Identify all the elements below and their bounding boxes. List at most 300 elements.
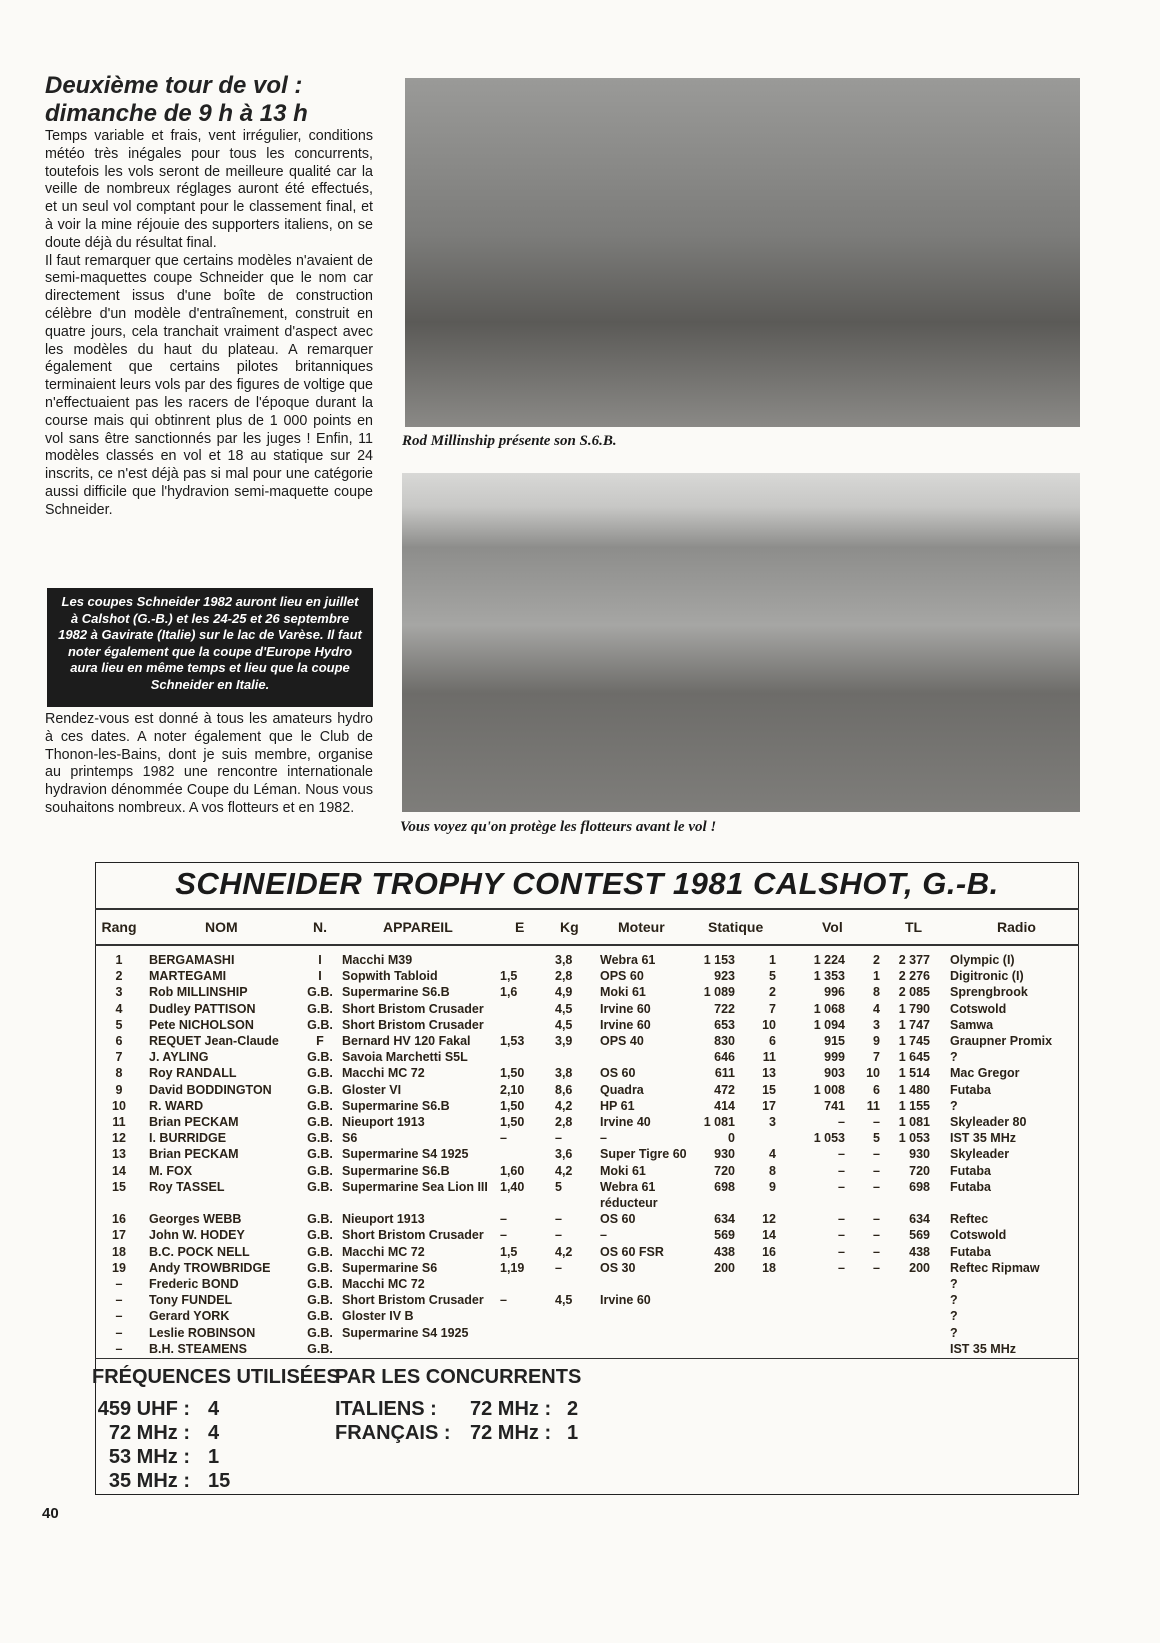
cell-n: G.B. [307,1341,333,1356]
freq-band: 459 UHF : [97,1398,190,1420]
cell-app: Nieuport 1913 [342,1115,425,1129]
cell-app: Savoia Marchetti S5L [342,1050,468,1065]
cell-mot: OPS 60 [600,969,644,984]
cell-app: Macchi MC 72 [342,1066,425,1081]
cell-tl: 438 [909,1244,930,1259]
headline-line-1: Deuxième tour de vol : [45,72,303,99]
cell-tl: 1 155 [898,1098,930,1113]
cell-nom: REQUET Jean-Claude [149,1034,279,1048]
cell-n: G.B. [307,1147,333,1162]
country-count: 1 [567,1422,579,1444]
cell-sr: 17 [762,1098,776,1113]
table-row [95,1098,1080,1114]
table-row [95,968,1080,984]
col-tl: TL [905,919,923,935]
cell-vr: 11 [866,1098,880,1113]
cell-nom: Frederic BOND [149,1277,239,1291]
divider [95,944,1079,946]
cell-app: Macchi MC 72 [342,1277,425,1291]
freq-band: 72 MHz : [108,1422,190,1444]
cell-n: G.B. [307,1179,333,1194]
cell-tl: 1 480 [898,1082,930,1097]
table-row [95,1227,1080,1243]
cell-rad: Reftec Ripmaw [950,1260,1040,1275]
article-body-1 [45,128,373,520]
cell-rad: Futaba [950,1244,991,1259]
cell-vol: 741 [824,1098,845,1113]
table-row [95,1211,1080,1227]
cell-app: Supermarine S6.B [342,1163,450,1178]
cell-sr: 2 [769,985,776,1000]
cell-vol: – [838,1228,845,1243]
cell-vr: 1 [873,969,880,984]
country-band: 72 MHz : [470,1422,552,1444]
cell-rang: 2 [115,969,123,984]
cell-kg: 4,5 [555,1017,573,1032]
cell-nom: John W. HODEY [149,1228,245,1243]
cell-sr: 6 [769,1034,776,1048]
cell-rad: ? [950,1309,958,1324]
cell-mot: Webra 61 réducteur [600,1179,658,1210]
cell-rang: 13 [112,1147,126,1162]
cell-rad: Olympic (I) [950,953,1015,967]
cell-rang: – [115,1325,123,1340]
divider [95,1358,1079,1359]
cell-rang: 10 [112,1098,126,1113]
cell-mot: Super Tigre 60 [600,1147,687,1162]
cell-vr: – [873,1147,880,1162]
cell-n: G.B. [307,1277,333,1291]
cell-nom: Brian PECKAM [149,1147,239,1162]
cell-kg: 3,8 [555,953,573,967]
cell-tl: 2 377 [898,953,930,967]
cell-n: G.B. [307,1325,333,1340]
cell-e: 1,5 [500,969,518,984]
cell-app: Supermarine Sea Lion III [342,1179,488,1194]
cell-sr: 15 [762,1082,776,1097]
cell-kg: 4,5 [555,1001,573,1016]
cell-app: Gloster IV B [342,1309,414,1324]
cell-rad: ? [950,1098,958,1113]
cell-vr: 3 [873,1017,880,1032]
cell-st: 1 081 [703,1115,735,1129]
cell-tl: 720 [909,1163,930,1178]
cell-n: G.B. [307,1163,333,1178]
cell-nom: Dudley PATTISON [149,1001,256,1016]
cell-vr: 2 [873,953,880,967]
table-row [95,1292,1080,1308]
cell-st: 569 [714,1228,735,1243]
table-row [95,1308,1080,1324]
cell-e: – [500,1228,507,1243]
cell-sr: 12 [762,1212,776,1227]
cell-vr: 6 [873,1082,880,1097]
cell-rang: 1 [115,953,123,967]
cell-rad: IST 35 MHz [950,1341,1016,1356]
cell-mot: OS 60 FSR [600,1244,664,1259]
table-title: SCHNEIDER TROPHY CONTEST 1981 CALSHOT, G.-B. [175,866,999,901]
cell-app: Supermarine S6 [342,1260,438,1275]
cell-n: G.B. [307,1115,333,1129]
cell-sr: 13 [762,1066,776,1081]
cell-rang: 7 [115,1050,123,1065]
cell-rad: Skyleader [950,1147,1010,1162]
cell-app: Bernard HV 120 Fakal [342,1034,471,1048]
cell-nom: Pete NICHOLSON [149,1017,254,1032]
cell-rad: IST 35 MHz [950,1131,1016,1146]
cell-tl: 634 [909,1212,930,1227]
cell-st: 200 [714,1260,735,1275]
cell-tl: 1 081 [898,1115,930,1129]
cell-mot: Irvine 60 [600,1017,651,1032]
cell-vol: 996 [824,985,845,1000]
freq-count: 15 [208,1470,231,1492]
cell-rang: 6 [115,1034,123,1048]
cell-vr: 4 [873,1001,880,1016]
col-kg: Kg [560,919,579,935]
cell-app: Short Bristom Crusader [342,1293,484,1308]
cell-vol: 1 008 [813,1082,845,1097]
cell-app: Sopwith Tabloid [342,969,438,984]
cell-kg: 3,9 [555,1034,573,1048]
cell-e: 1,40 [500,1179,525,1194]
cell-e: – [500,1293,507,1308]
cell-n: G.B. [307,1131,333,1146]
table-row [95,952,1080,968]
cell-rad: Skyleader 80 [950,1115,1027,1129]
cell-st: 698 [714,1179,735,1194]
table-row [95,1341,1080,1357]
table-row [95,1244,1080,1260]
cell-rang: 8 [115,1066,123,1081]
cell-nom: David BODDINGTON [149,1082,272,1097]
cell-n: G.B. [307,1293,333,1308]
cell-rad: Sprengbrook [950,985,1028,1000]
cell-nom: Rob MILLINSHIP [149,985,248,1000]
boxed-note: Les coupes Schneider 1982 auront lieu en juillet à Calshot (G.-B.) et les 24-25 et 26 septembre 1982 à Gavirate (Italie) sur le lac de Varèse. Il faut noter également que la coupe d'Europe Hydro aura lieu en même temps et lieu que la coupe Schneider en Italie. [47,588,373,707]
cell-sr: 18 [762,1260,776,1275]
cell-tl: 1 053 [898,1131,930,1146]
cell-st: 720 [714,1163,735,1178]
cell-vol: 1 068 [813,1001,845,1016]
cell-vol: – [838,1147,845,1162]
cell-e: – [500,1212,507,1227]
cell-vr: – [873,1212,880,1227]
cell-vol: 1 353 [813,969,845,984]
cell-mot: Webra 61 [600,953,656,967]
country-country: FRANÇAIS : [335,1422,451,1444]
cell-tl: 698 [909,1179,930,1194]
col-n: N. [313,919,327,935]
cell-mot: Irvine 60 [600,1293,651,1308]
cell-rad: ? [950,1325,958,1340]
cell-vol: 1 053 [813,1131,845,1146]
cell-sr: 16 [762,1244,776,1259]
country-band: 72 MHz : [470,1398,552,1420]
cell-nom: Gerard YORK [149,1309,230,1324]
cell-n: I [318,953,322,967]
freq-title-1: FRÉQUENCES UTILISÉES [92,1366,340,1388]
col-e: E [515,919,525,935]
cell-kg: 4,2 [555,1163,573,1178]
cell-mot: Moki 61 [600,985,646,1000]
cell-sr: 4 [769,1147,776,1162]
cell-tl: 2 276 [898,969,930,984]
cell-tl: 569 [909,1228,930,1243]
cell-st: 611 [714,1066,735,1081]
cell-mot: OS 60 [600,1212,636,1227]
cell-rang: 19 [112,1260,126,1275]
cell-st: 830 [714,1034,735,1048]
cell-e: 1,50 [500,1115,525,1129]
cell-st: 653 [714,1017,735,1032]
col-rang: Rang [101,919,137,935]
cell-n: G.B. [307,1244,333,1259]
cell-n: G.B. [307,1017,333,1032]
cell-vr: – [873,1260,880,1275]
cell-app: Macchi MC 72 [342,1244,425,1259]
cell-kg: 4,2 [555,1098,573,1113]
table-row [95,1049,1080,1065]
cell-vr: – [873,1115,880,1129]
cell-rang: – [115,1341,123,1356]
cell-e: 1,53 [500,1034,525,1048]
cell-vol: 1 224 [813,953,845,967]
cell-n: G.B. [307,1066,333,1081]
cell-mot: OPS 40 [600,1034,644,1048]
col-moteur: Moteur [618,919,665,935]
cell-tl: 1 790 [898,1001,930,1016]
cell-nom: M. FOX [149,1163,193,1178]
cell-st: 722 [714,1001,735,1016]
cell-app: Short Bristom Crusader [342,1228,484,1243]
cell-n: F [316,1034,324,1048]
cell-sr: 14 [762,1228,776,1243]
cell-kg: 4,2 [555,1244,573,1259]
cell-vol: 915 [824,1034,845,1048]
cell-st: 634 [714,1212,735,1227]
cell-vol: – [838,1212,845,1227]
cell-sr: 5 [769,969,776,984]
cell-nom: I. BURRIDGE [149,1131,227,1146]
cell-vol: – [838,1115,845,1129]
cell-vr: 9 [873,1034,880,1048]
cell-app: Macchi M39 [342,953,413,967]
cell-kg: – [555,1228,562,1243]
cell-tl: 200 [909,1260,930,1275]
cell-n: I [318,969,322,984]
cell-rad: Digitronic (I) [950,969,1024,984]
cell-nom: Brian PECKAM [149,1115,239,1129]
cell-kg: 3,8 [555,1066,573,1081]
table-header [95,919,1080,935]
cell-kg: 2,8 [555,1115,573,1129]
cell-rad: Cotswold [950,1228,1007,1243]
cell-rad: Reftec [950,1212,989,1227]
cell-sr: 3 [769,1115,776,1129]
cell-rang: 4 [115,1001,123,1016]
cell-tl: 1 747 [898,1017,930,1032]
table-row [95,1114,1080,1130]
freq-count: 4 [208,1422,220,1444]
cell-st: 0 [728,1131,735,1146]
cell-tl: 1 514 [898,1066,930,1081]
cell-tl: 1 645 [898,1050,930,1065]
cell-rad: ? [950,1050,958,1065]
paragraph-2: Il faut remarquer que certains modèles n'avaient de semi-maquettes coupe Schneider que le nom car directement issus d'une boîte de construction célèbre d'un modèle d'entraînement, construit en quatre jours, cela tranchait vraiment d'aspect avec les modèles du haut du plateau. A remarquer également que certains pilotes britanniques terminaient leurs vols par des figures de voltige que n'effectuaient pas les racers de l'époque durant la course mais qui obtinrent plus de 1 000 points en vol sans être sanctionnés par les juges ! Enfin, 11 modèles classés en vol et 18 au statique sur 24 inscrits, ce n'est déjà pas si mal pour une catégorie aussi difficile que l'hydravion semi-maquette coupe Schneider. [45,252,373,518]
cell-rang: 18 [112,1244,126,1259]
cell-rad: ? [950,1277,958,1291]
cell-kg: – [555,1260,562,1275]
cell-tl: 2 085 [898,985,930,1000]
table-row [95,1325,1080,1341]
cell-app: Supermarine S6.B [342,985,450,1000]
cell-e: 2,10 [500,1082,525,1097]
cell-nom: Roy TASSEL [149,1179,225,1194]
cell-sr: 1 [769,953,776,967]
cell-nom: Leslie ROBINSON [149,1325,256,1340]
table-row [95,1260,1080,1276]
cell-e: 1,5 [500,1244,518,1259]
cell-nom: B.H. STEAMENS [149,1341,247,1356]
article-headline [45,72,385,128]
table-row [95,1163,1080,1179]
page-number: 40 [42,1505,59,1522]
cell-kg: 2,8 [555,969,573,984]
cell-app: Short Bristom Crusader [342,1017,484,1032]
cell-n: G.B. [307,1212,333,1227]
col-statique: Statique [708,919,764,935]
cell-mot: – [600,1228,607,1243]
cell-rad: Samwa [950,1017,994,1032]
cell-vol: 903 [824,1066,845,1081]
cell-tl: 1 745 [898,1034,930,1048]
photo-models-on-beach [402,473,1080,812]
table-row [95,1146,1080,1162]
table-row [95,1033,1080,1049]
cell-e: 1,19 [500,1260,525,1275]
cell-nom: BERGAMASHI [149,953,235,967]
cell-kg: 8,6 [555,1082,573,1097]
cell-e: – [500,1131,507,1146]
table-row [95,1082,1080,1098]
cell-n: G.B. [307,985,333,1000]
cell-e: 1,60 [500,1163,525,1178]
cell-app: Supermarine S6.B [342,1098,450,1113]
cell-mot: – [600,1131,607,1146]
cell-e: 1,6 [500,985,518,1000]
cell-vr: – [873,1179,880,1194]
freq-count: 4 [208,1398,220,1420]
cell-vr: – [873,1228,880,1243]
col-appareil: APPAREIL [383,919,453,935]
cell-vr: 5 [873,1131,880,1146]
headline-line-2: dimanche de 9 h à 13 h [45,100,308,127]
cell-nom: Roy RANDALL [149,1066,237,1081]
paragraph-1: Temps variable et frais, vent irrégulier, conditions météo très inégales pour tous les concurrents, toutefois les vols seront de meilleure qualité car la veille de nombreux réglages auront été effectués, et un seul vol comptant pour le classement final, et à voir la mine réjouie des supporters italiens, on se doute déjà du résultat final. [45,128,373,251]
cell-sr: 10 [762,1017,776,1032]
cell-kg: 4,5 [555,1293,573,1308]
cell-rad: ? [950,1293,958,1308]
cell-mot: Quadra [600,1082,644,1097]
cell-app: Supermarine S4 1925 [342,1325,469,1340]
freq-count: 1 [208,1446,220,1468]
cell-app: Gloster VI [342,1082,402,1097]
cell-rang: 14 [112,1163,126,1178]
cell-sr: 9 [769,1179,776,1194]
cell-n: G.B. [307,1050,333,1065]
cell-app: Nieuport 1913 [342,1212,425,1227]
cell-sr: 7 [769,1001,776,1016]
cell-sr: 8 [769,1163,776,1178]
cell-n: G.B. [307,1260,333,1275]
cell-st: 414 [714,1098,735,1113]
cell-vr: 7 [873,1050,880,1065]
photo-caption-1: Rod Millinship présente son S.6.B. [402,433,617,449]
cell-st: 930 [714,1147,735,1162]
cell-rad: Futaba [950,1163,991,1178]
cell-vol: 999 [824,1050,845,1065]
cell-nom: J. AYLING [149,1050,209,1065]
cell-rad: Futaba [950,1179,991,1194]
cell-rang: 11 [112,1115,126,1129]
table-row [95,1017,1080,1033]
photo-caption-2: Vous voyez qu'on protège les flotteurs avant le vol ! [400,819,717,835]
cell-rad: Futaba [950,1082,991,1097]
cell-mot: Irvine 60 [600,1001,651,1016]
table-row [95,1179,1080,1210]
cell-kg: 5 [555,1179,562,1194]
cell-rang: 17 [112,1228,126,1243]
cell-nom: Georges WEBB [149,1212,242,1227]
cell-rang: 9 [115,1082,123,1097]
cell-vr: 8 [873,985,880,1000]
cell-rang: 15 [112,1179,126,1194]
freq-band: 53 MHz : [108,1446,190,1468]
cell-rang: – [115,1277,123,1291]
cell-vr: – [873,1244,880,1259]
freq-band: 35 MHz : [108,1470,190,1492]
cell-n: G.B. [307,1098,333,1113]
table-row [95,984,1080,1000]
cell-tl: 930 [909,1147,930,1162]
cell-st: 646 [714,1050,735,1065]
freq-title-2: PAR LES CONCURRENTS [335,1366,582,1388]
country-country: ITALIENS : [335,1398,437,1420]
cell-rang: – [115,1309,123,1324]
divider [95,908,1079,910]
cell-kg: 4,9 [555,985,573,1000]
cell-e: 1,50 [500,1098,525,1113]
cell-mot: OS 30 [600,1260,636,1275]
cell-n: G.B. [307,1001,333,1016]
cell-vol: – [838,1244,845,1259]
cell-vol: – [838,1163,845,1178]
cell-rang: – [115,1293,123,1308]
col-radio: Radio [997,919,1036,935]
cell-mot: Irvine 40 [600,1115,651,1129]
cell-st: 472 [714,1082,735,1097]
cell-rang: 16 [112,1212,126,1227]
cell-app: Supermarine S4 1925 [342,1147,469,1162]
cell-n: G.B. [307,1309,333,1324]
cell-e: 1,50 [500,1066,525,1081]
cell-vr: 10 [866,1066,880,1081]
cell-st: 1 089 [703,985,735,1000]
cell-nom: Andy TROWBRIDGE [149,1260,271,1275]
cell-mot: HP 61 [600,1098,635,1113]
cell-st: 1 153 [703,953,735,967]
